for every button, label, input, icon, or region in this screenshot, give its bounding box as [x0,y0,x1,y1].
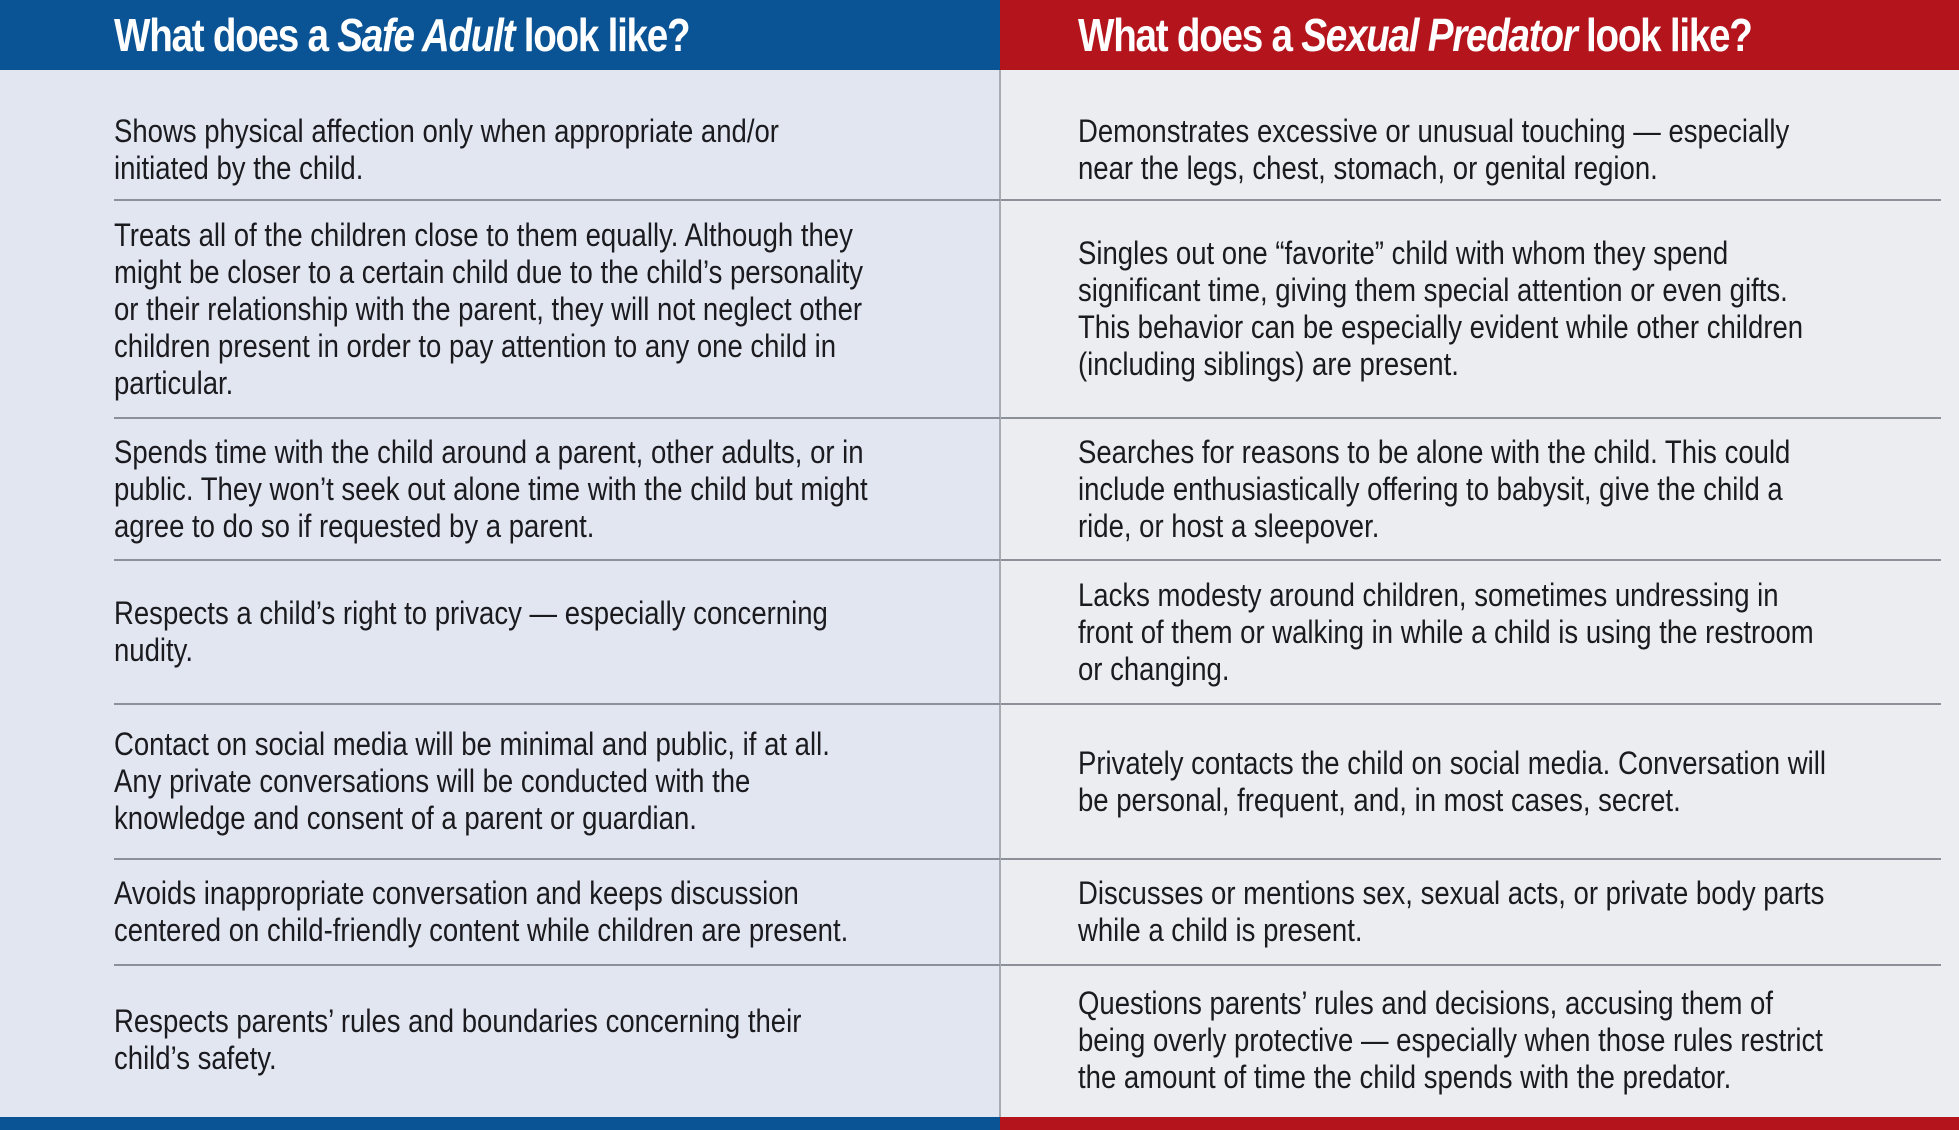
sexual-predator-text: Discusses or mentions sex, sexual acts, or private body parts while a child is present. [1078,875,1825,948]
safe-adult-cell [114,201,994,417]
safe-adult-text: Respects a child’s right to privacy — especially concerning nudity. [114,595,828,668]
sexual-predator-text: Demonstrates excessive or unusual touching — especially near the legs, chest, stomach, or genital region. [1078,113,1790,186]
safe-adult-cell [114,860,994,964]
safe-adult-header [0,0,1000,70]
safe-adult-header-emphasis: Safe Adult [337,9,515,61]
sexual-predator-cell [1078,419,1948,559]
safe-adult-header-suffix: look like? [514,9,690,61]
safe-adult-text: Treats all of the children close to them equally. Although they might be closer to a certain child due to the child’s personality or their relationship with the parent, they will not neglect other children present in order to pay attention to any one child in particular. [114,216,864,401]
column-divider [999,70,1001,1117]
safe-adult-header-prefix: What does a [114,9,338,61]
sexual-predator-cell [1078,100,1948,200]
sexual-predator-text: Questions parents’ rules and decisions, accusing them of being overly protective — especially when those rules restrict the amount of time the child spends with the predator. [1078,984,1823,1095]
safe-adult-text: Respects parents’ rules and boundaries concerning their child’s safety. [114,1003,802,1076]
sexual-predator-cell [1078,201,1948,417]
safe-adult-text: Avoids inappropriate conversation and keeps discussion centered on child-friendly content while children are present. [114,875,849,948]
safe-adult-text: Contact on social media will be minimal and public, if at all. Any private conversations will be conducted with the knowledge and consent of a parent or guardian. [114,726,830,836]
safe-adult-footer-bar [0,1117,1000,1130]
sexual-predator-cell [1078,966,1948,1114]
safe-adult-cell [114,966,994,1114]
sexual-predator-text: Privately contacts the child on social media. Conversation will be personal, frequent, and, in most cases, secret. [1078,744,1826,818]
sexual-predator-cell [1078,561,1948,703]
sexual-predator-text: Singles out one “favorite” child with whom they spend significant time, giving them special attention or even gifts. This behavior can be especially evident while other children (including siblings) are present. [1078,235,1804,382]
sexual-predator-header-prefix: What does a [1078,9,1302,61]
sexual-predator-header [1000,0,1959,70]
sexual-predator-footer-bar [1000,1117,1959,1130]
sexual-predator-cell [1078,705,1948,858]
safe-adult-cell [114,561,994,703]
safe-adult-cell [114,419,994,559]
sexual-predator-cell [1078,860,1948,964]
sexual-predator-text: Searches for reasons to be alone with the child. This could include enthusiastically offering to babysit, give the child a ride, or host a sleepover. [1078,433,1791,544]
safe-adult-text: Shows physical affection only when appropriate and/or initiated by the child. [114,113,779,186]
safe-adult-cell [114,705,994,858]
sexual-predator-text: Lacks modesty around children, sometimes undressing in front of them or walking in while a child is using the restroom or changing. [1078,576,1814,687]
safe-adult-header-text [114,8,689,62]
safe-adult-text: Spends time with the child around a parent, other adults, or in public. They won’t seek out alone time with the child but might agree to do so if requested by a parent. [114,433,868,544]
sexual-predator-header-suffix: look like? [1576,9,1752,61]
sexual-predator-header-emphasis: Sexual Predator [1301,9,1577,61]
sexual-predator-header-text [1078,8,1752,62]
safe-adult-cell [114,100,994,200]
